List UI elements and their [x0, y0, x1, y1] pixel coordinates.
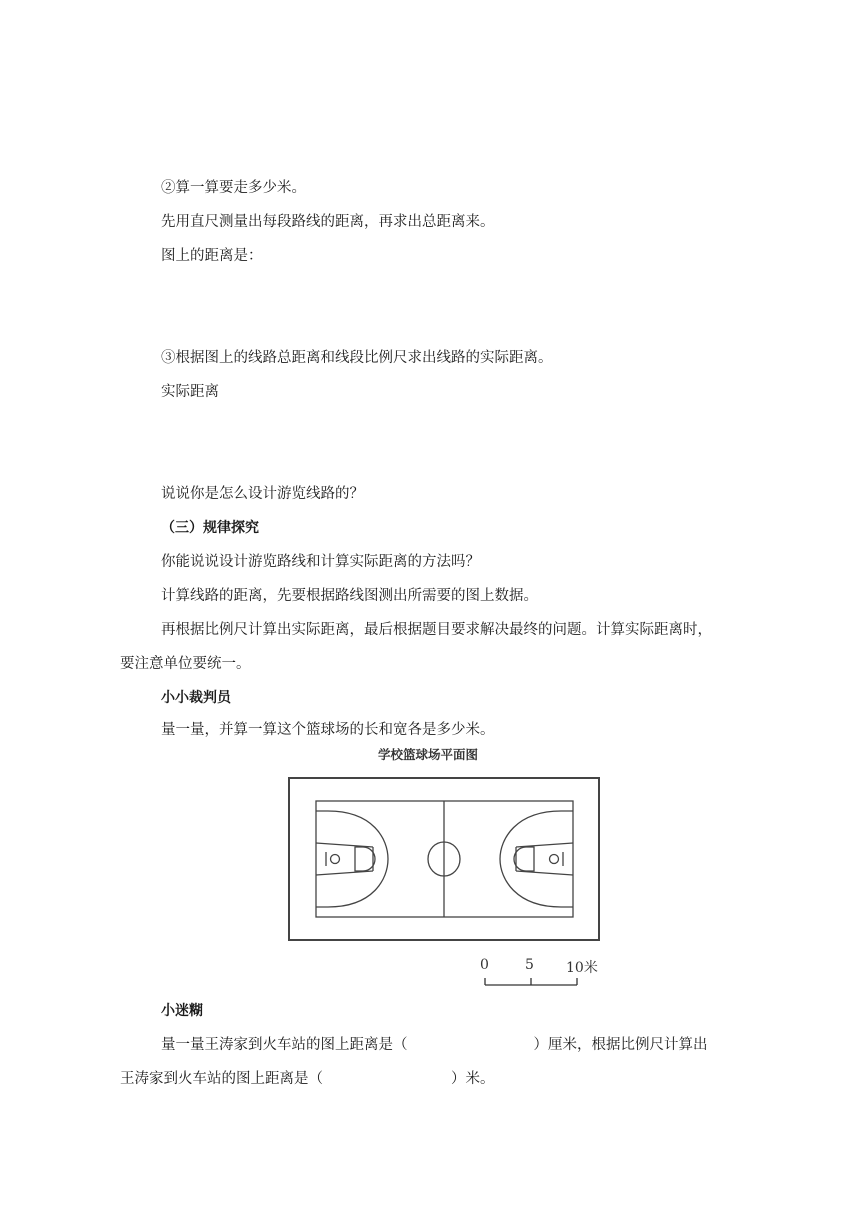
right-hoop	[550, 855, 559, 864]
right-free-throw-circle	[514, 847, 534, 871]
wangtao-question-line2	[120, 1069, 495, 1089]
wangtao-q2-part1: 王涛家到火车站的图上距离是（	[120, 1071, 323, 1087]
method-step2-line1: 再根据比例尺计算出实际距离，最后根据题目要求解决最终的问题。计算实际距离时，	[161, 622, 712, 638]
left-free-throw-circle	[355, 847, 375, 871]
left-key-bottom	[316, 871, 373, 875]
step3-heading: ③根据图上的线路总距离和线段比例尺求出线路的实际距离。	[161, 350, 553, 366]
right-key-top	[516, 843, 573, 847]
wangtao-q1-part1: 量一量王涛家到火车站的图上距离是（	[161, 1037, 408, 1053]
wangtao-q2-part2: ）米。	[451, 1071, 495, 1087]
method-step1: 计算线路的距离，先要根据路线图测出所需要的图上数据。	[161, 588, 538, 604]
left-key-top	[316, 843, 373, 847]
actual-distance-label: 实际距离	[161, 384, 219, 400]
court-question: 量一量，并算一算这个篮球场的长和宽各是多少米。	[161, 722, 495, 738]
court-figure-title: 学校篮球场平面图	[378, 747, 479, 762]
right-three-point-arc	[500, 811, 573, 907]
right-key-bottom	[516, 871, 573, 875]
basketball-court-diagram	[288, 777, 600, 941]
section-heading-pattern: （三）规律探究	[161, 520, 259, 536]
scale-label-0: 0	[480, 957, 489, 973]
section-heading-referee: 小小裁判员	[161, 690, 231, 706]
left-three-point-arc	[316, 811, 388, 907]
scale-label-5: 5	[525, 957, 534, 973]
method-step2-line2: 要注意单位要统一。	[120, 656, 251, 672]
left-hoop	[331, 855, 340, 864]
wangtao-q1-part2: ）厘米，根据比例尺计算出	[533, 1037, 708, 1053]
design-route-question: 说说你是怎么设计游览线路的？	[161, 486, 364, 502]
section-heading-confused: 小迷糊	[161, 1003, 203, 1019]
wangtao-question-line1	[161, 1035, 708, 1055]
measure-instruction: 先用直尺测量出每段路线的距离，再求出总距离来。	[161, 214, 495, 230]
method-question: 你能说说设计游览路线和计算实际距离的方法吗？	[161, 554, 480, 570]
scale-label-10: 10米	[566, 960, 598, 976]
step2-heading: ②算一算要走多少米。	[161, 180, 306, 196]
map-distance-label: 图上的距离是：	[161, 248, 263, 264]
